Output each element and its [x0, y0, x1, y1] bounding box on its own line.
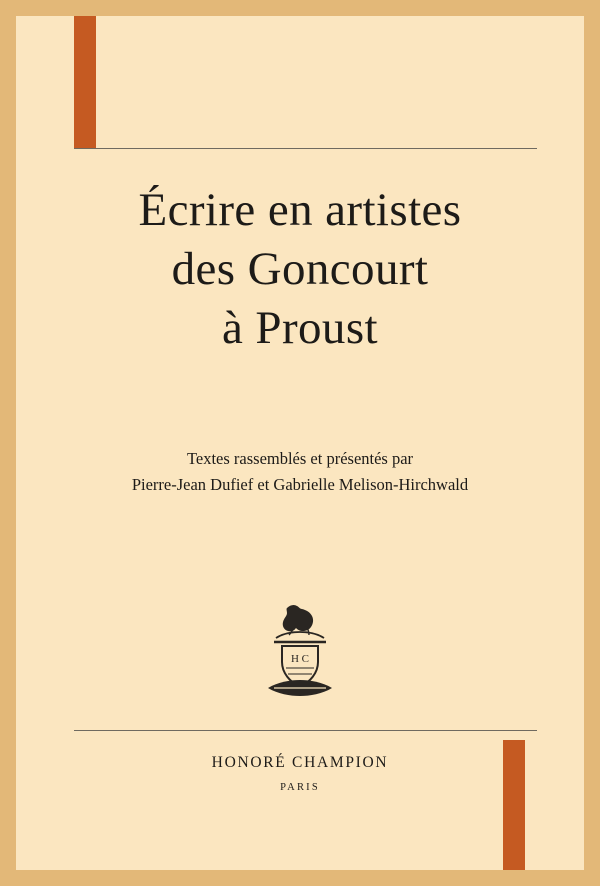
divider-rule-bottom: [74, 730, 537, 731]
divider-rule-top: [74, 148, 537, 149]
cover-inner-panel: [16, 16, 584, 870]
publisher-name: HONORÉ CHAMPION: [211, 754, 389, 771]
cover-border-bottom: [0, 870, 600, 886]
credit-line-1: Textes rassemblés et présentés par: [186, 449, 414, 468]
cover-border-right: [584, 0, 600, 886]
book-title: [56, 181, 544, 359]
editors-credit: [60, 446, 540, 497]
credit-line-2: Pierre-Jean Dufief et Gabrielle Melison-Hirchwald: [131, 474, 469, 494]
title-line-1: Écrire en artistes: [138, 184, 462, 236]
publisher-city: PARIS: [280, 782, 320, 793]
title-line-2: des Goncourt: [171, 243, 429, 296]
accent-bar-top-left: [74, 16, 96, 149]
heraldic-crest-with-horse-icon: [254, 602, 346, 706]
publisher-block: [60, 754, 540, 793]
cover-border-left: [0, 0, 16, 886]
title-line-3: à Proust: [222, 302, 378, 355]
cover-border-top: [0, 0, 600, 16]
svg-text:H C: H C: [290, 653, 310, 665]
